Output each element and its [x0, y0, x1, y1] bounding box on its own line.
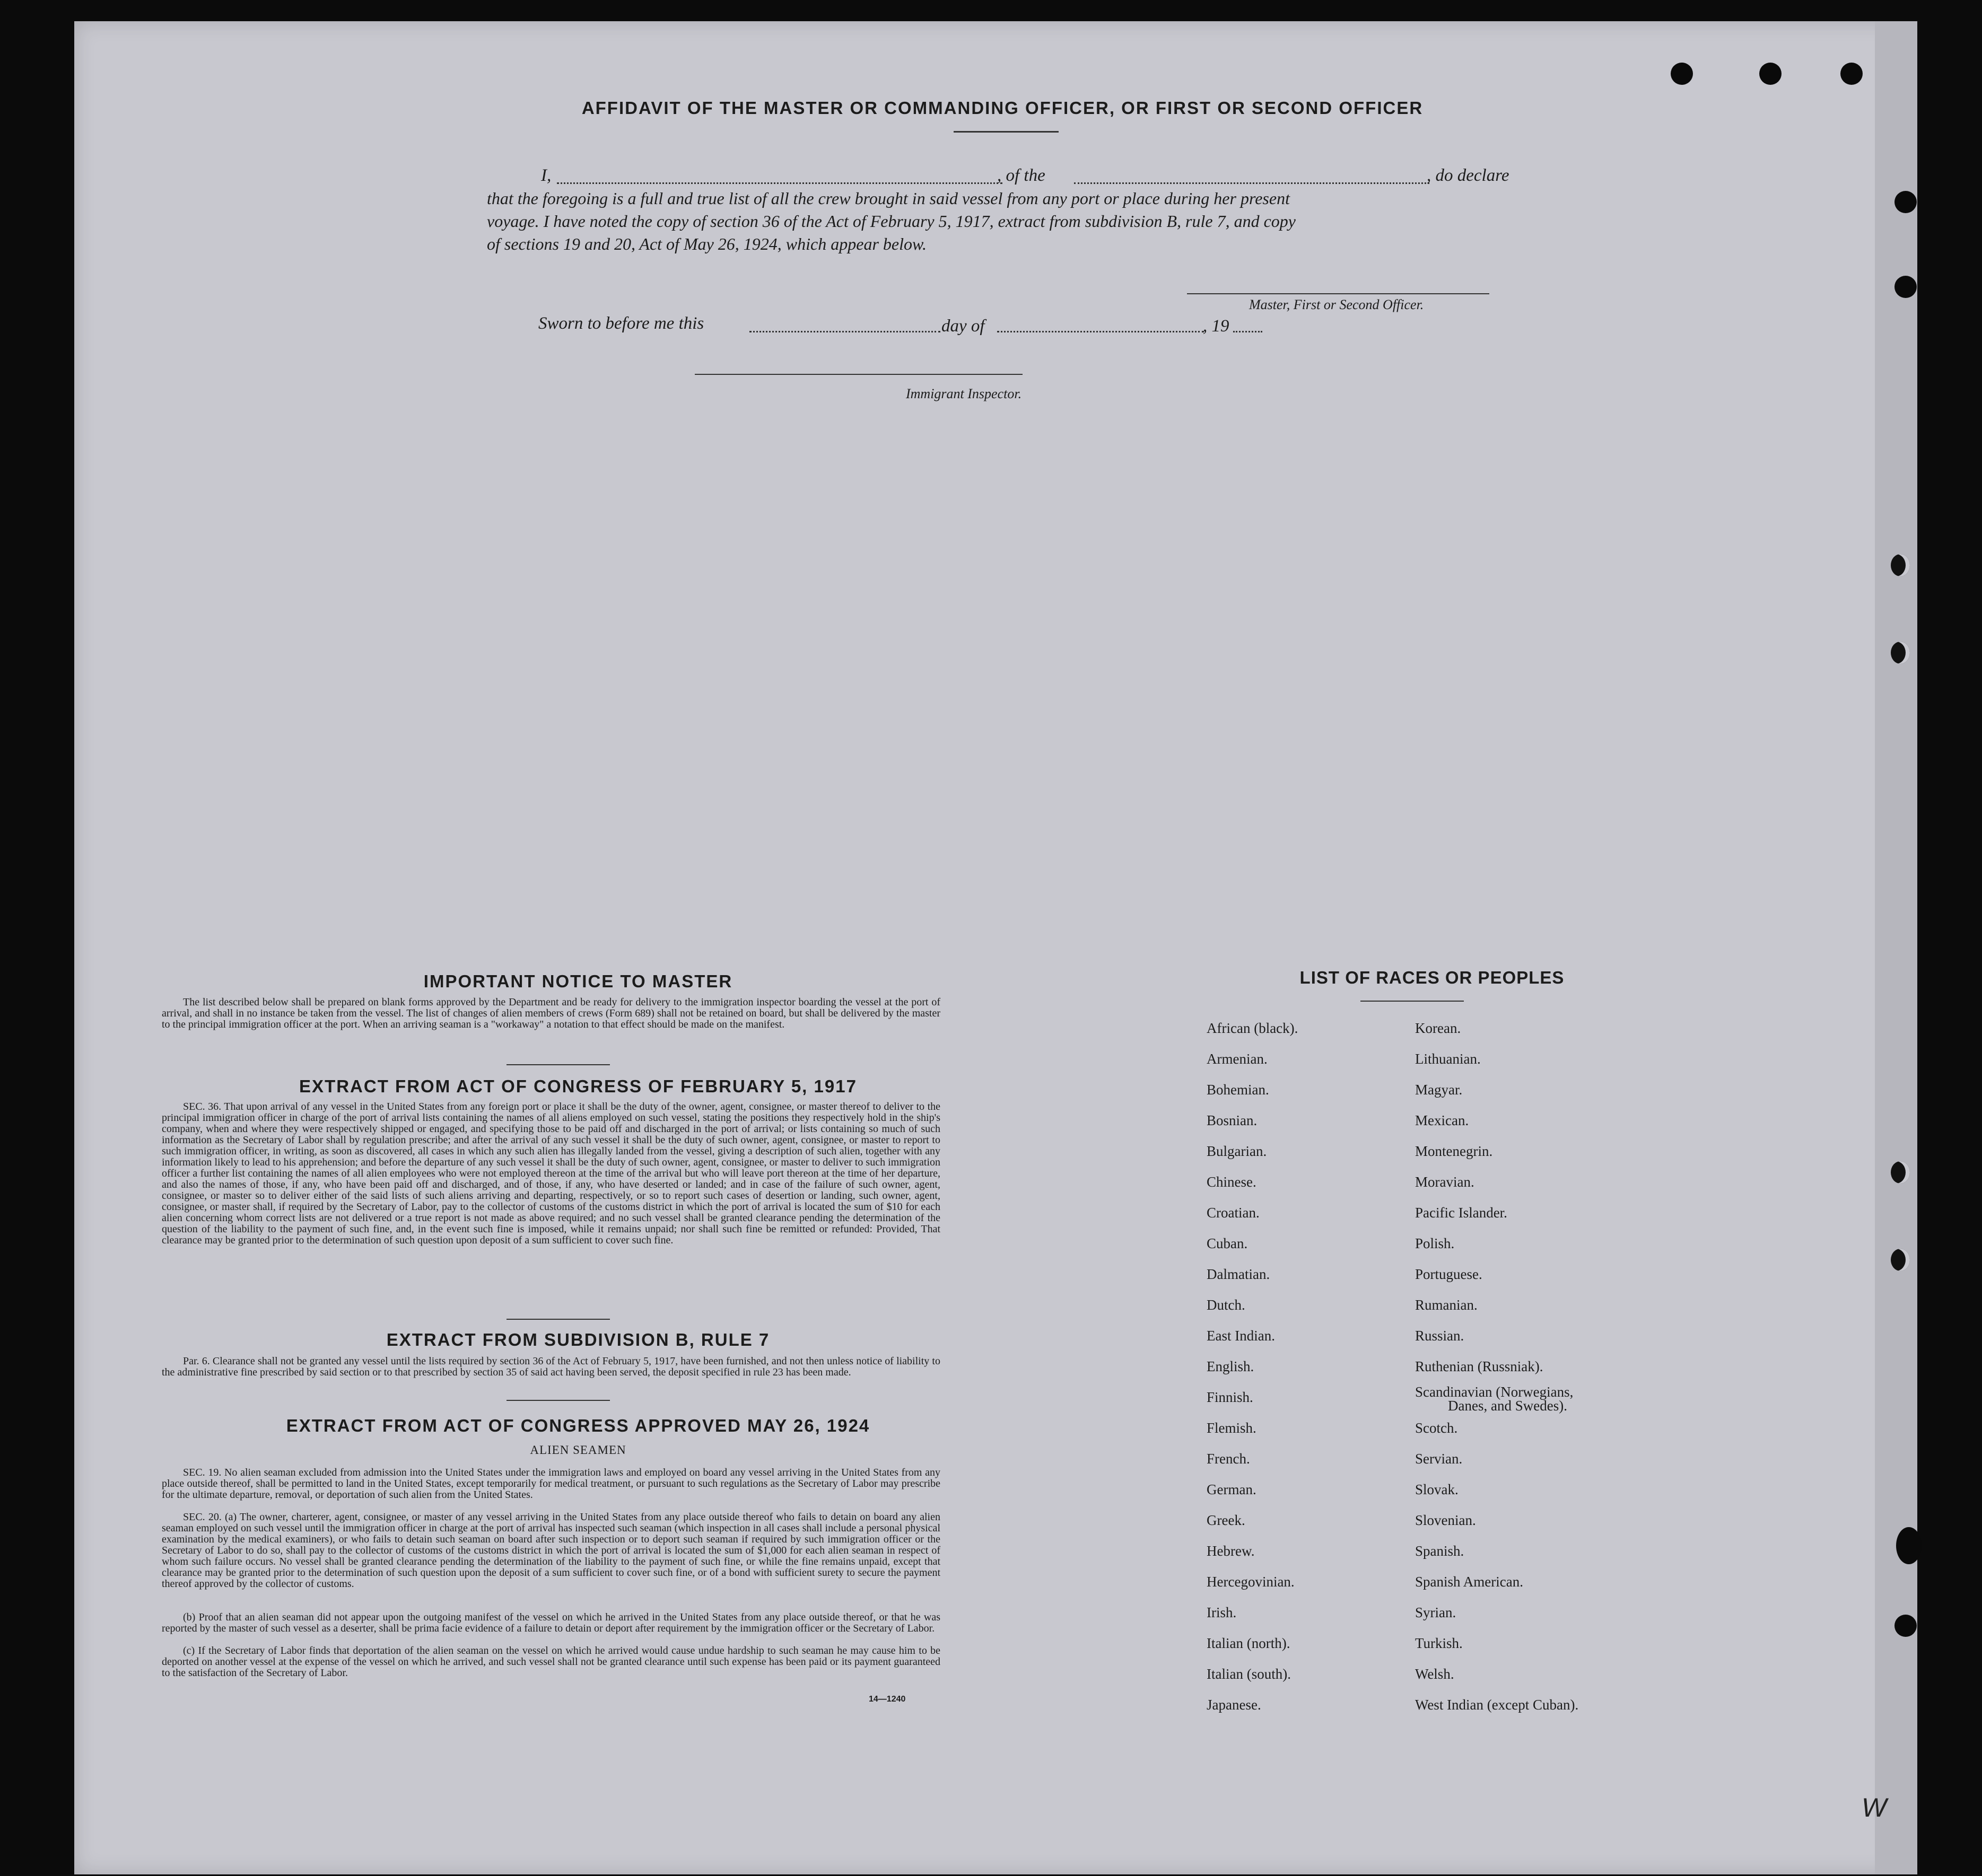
alien-seamen-subtitle: ALIEN SEAMEN [530, 1443, 626, 1457]
race-right: Turkish. [1415, 1635, 1463, 1651]
sworn-year: , 19 [1203, 317, 1229, 336]
race-right: Rumanian. [1415, 1297, 1478, 1313]
section-rule [507, 1319, 610, 1320]
punch-hole [1896, 1527, 1922, 1564]
race-right: Magyar. [1415, 1082, 1463, 1098]
race-left: Hercegovinian. [1207, 1574, 1295, 1590]
sworn-day-field[interactable] [749, 331, 940, 332]
sworn-year-field[interactable] [1233, 331, 1262, 332]
race-right: Spanish. [1415, 1543, 1464, 1559]
sec20c-text: (c) If the Secretary of Labor finds that deportation of the alien seaman on the vessel on which he arrived would cause undue hardship to such seaman he may cause him to be deported on another vessel at the expense of the vessel on which he arrived, and such vessel shall not be granted clearance until such expense has been paid or its payment guaranteed to the satisfaction of the Secretary of Labor. [162, 1645, 940, 1679]
notice-text: The list described below shall be prepared on blank forms approved by the Department and be ready for delivery to the immigration inspector boarding the vessel at the port of arrival, and shall in no instance be taken from the vessel. The list of changes of alien members of crews (Form 689) shall not be retained on board, but shall be delivered by the master to the principal immigration officer at the port. When an arriving seaman is a "workaway" a notation to that effect should be made on the manifest. [162, 996, 940, 1030]
race-left: Croatian. [1207, 1205, 1260, 1221]
races-title: LIST OF RACES OR PEOPLES [1299, 968, 1565, 987]
race-left: Finnish. [1207, 1389, 1253, 1405]
punch-hole [1759, 63, 1782, 85]
race-left: East Indian. [1207, 1328, 1275, 1344]
race-left: African (black). [1207, 1020, 1298, 1036]
sec20a-text: SEC. 20. (a) The owner, charterer, agent, consignee, or master of any vessel arriving in the United States from any place outside thereof who fails to detain on board any alien seaman employed on such vessel until the immigration officer in charge at the port of arrival has inspected such seaman (which inspection in all cases shall include a personal physical examination by the medical examiners), or who fails to detain such seaman on board after such inspection or to deport such seaman if required by such immigration officer or the Secretary of Labor to do so, shall pay to the collector of customs of the customs district in which the port of arrival is located the sum of $1,000 for each alien seaman in respect of whom such failure occurs. No vessel shall be granted clearance pending the determination of the liability to the payment of such fine, or while the fine remains unpaid, except that clearance may be granted prior to the determination of such question upon the deposit of a sum sufficient to cover such fine, or of a bond with sufficient surety to secure the payment thereof approved by the collector of customs. [162, 1511, 940, 1590]
sworn-dayof: day of [941, 317, 985, 336]
punch-hole [1891, 1161, 1910, 1184]
affidavit-line: that the foregoing is a full and true list of all the crew brought in said vessel from any port or place during her present [487, 189, 1290, 208]
punch-hole [1891, 642, 1910, 664]
race-left: Bosnian. [1207, 1112, 1258, 1128]
race-left: Chinese. [1207, 1174, 1256, 1190]
master-signature-line[interactable] [1187, 293, 1489, 294]
affidavit-line: of sections 19 and 20, Act of May 26, 1924, which appear below. [487, 234, 927, 253]
section-rule [507, 1400, 610, 1401]
punch-hole [1894, 276, 1917, 298]
title-rule [954, 131, 1059, 133]
punch-hole [1671, 63, 1693, 85]
race-right: Pacific Islander. [1415, 1205, 1507, 1221]
sworn-text: Sworn to before me this [538, 314, 704, 333]
race-right: Spanish American. [1415, 1574, 1523, 1590]
race-left: Japanese. [1207, 1697, 1261, 1713]
race-right: Lithuanian. [1415, 1051, 1481, 1067]
rule7-text: Par. 6. Clearance shall not be granted any vessel until the lists required by section 36 of the Act of February 5, 1917, have been furnished, and not then unless notice of liability to the administrative fine prescribed by said section or to that prescribed by section 35 of said act having been served, the deposit specified in rule 23 has been made. [162, 1355, 940, 1378]
race-right-cont: Danes, and Swedes). [1448, 1398, 1567, 1414]
race-left: Bohemian. [1207, 1082, 1269, 1098]
race-left: German. [1207, 1481, 1256, 1497]
notice-title: IMPORTANT NOTICE TO MASTER [423, 971, 733, 991]
race-right: Scandinavian (Norwegians, [1415, 1384, 1574, 1400]
sec20b-text: (b) Proof that an alien seaman did not appear upon the outgoing manifest of the vessel on which he arrived in the United States from any place outside thereof, or that he was reported by the master of such vessel as a deserter, shall be prima facie evidence of a failure to detain or deport after requirement by the immigration officer or the Secretary of Labor. [162, 1611, 940, 1634]
race-right: Mexican. [1415, 1112, 1469, 1128]
rule7-title: EXTRACT FROM SUBDIVISION B, RULE 7 [386, 1330, 770, 1349]
race-left: Hebrew. [1207, 1543, 1255, 1559]
race-right: Servian. [1415, 1451, 1463, 1467]
section-rule [507, 1064, 610, 1065]
race-right: Moravian. [1415, 1174, 1474, 1190]
declare-suffix: , do declare [1427, 166, 1509, 185]
sworn-month-field[interactable] [997, 331, 1204, 332]
inspector-caption: Immigrant Inspector. [906, 386, 1022, 401]
race-right: Portuguese. [1415, 1266, 1482, 1282]
race-left: Armenian. [1207, 1051, 1268, 1067]
race-left: Irish. [1207, 1605, 1237, 1620]
race-right: Syrian. [1415, 1605, 1456, 1620]
race-right: Russian. [1415, 1328, 1464, 1344]
inspector-signature-line[interactable] [695, 374, 1023, 375]
race-right: Scotch. [1415, 1420, 1458, 1436]
race-right: Ruthenian (Russniak). [1415, 1358, 1543, 1374]
race-right: Welsh. [1415, 1666, 1454, 1682]
race-left: Dutch. [1207, 1297, 1245, 1313]
race-right: Montenegrin. [1415, 1143, 1493, 1159]
race-left: English. [1207, 1358, 1254, 1374]
race-right: Korean. [1415, 1020, 1461, 1036]
affidavit-title: AFFIDAVIT OF THE MASTER OR COMMANDING OFFICER, OR FIRST OR SECOND OFFICER [581, 98, 1424, 118]
extract-1917-title: EXTRACT FROM ACT OF CONGRESS OF FEBRUARY 5, 1917 [299, 1076, 857, 1096]
punch-hole [1894, 191, 1917, 213]
race-right: Slovak. [1415, 1481, 1459, 1497]
race-left: Greek. [1207, 1512, 1245, 1528]
race-left: French. [1207, 1451, 1250, 1467]
form-number: 14—1240 [869, 1695, 906, 1704]
race-right: Polish. [1415, 1235, 1455, 1251]
race-right: Slovenian. [1415, 1512, 1476, 1528]
master-caption: Master, First or Second Officer. [1249, 297, 1424, 312]
margin-handwritten-mark: W [1862, 1793, 1887, 1822]
race-left: Flemish. [1207, 1420, 1256, 1436]
race-left: Italian (south). [1207, 1666, 1291, 1682]
race-left: Dalmatian. [1207, 1266, 1270, 1282]
page-edge [1875, 21, 1917, 1874]
extract-1924-title: EXTRACT FROM ACT OF CONGRESS APPROVED MAY 26, 1924 [286, 1416, 870, 1435]
document-sheet [74, 21, 1917, 1874]
declarant-prefix: I, [541, 166, 552, 185]
sec19-text: SEC. 19. No alien seaman excluded from admission into the United States under the immigration laws and employed on board any vessel arriving in the United States from any place outside thereof, shall be permitted to land in the United States, except temporarily for medical treatment, or pursuant to such regulations as the Secretary of Labor may prescribe for the ultimate departure, removal, or deportation of such alien from the United States. [162, 1467, 940, 1501]
affidavit-line: voyage. I have noted the copy of section 36 of the Act of February 5, 1917, extract from subdivision B, rule 7, and copy [487, 212, 1296, 231]
punch-hole [1891, 1249, 1910, 1271]
race-left: Italian (north). [1207, 1635, 1290, 1651]
punch-hole [1840, 63, 1863, 85]
punch-hole [1891, 554, 1910, 576]
race-left: Cuban. [1207, 1235, 1248, 1251]
vessel-name-field[interactable] [1074, 182, 1429, 184]
vessel-prefix: , of the [997, 166, 1045, 185]
punch-hole [1894, 1615, 1917, 1637]
race-left: Bulgarian. [1207, 1143, 1267, 1159]
race-right: West Indian (except Cuban). [1415, 1697, 1579, 1713]
races-title-rule [1360, 1001, 1464, 1002]
declarant-name-field[interactable] [557, 182, 1002, 184]
extract-1917-text: SEC. 36. That upon arrival of any vessel in the United States from any foreign port or place it shall be the duty of the owner, agent, consignee, or master thereof to deliver to the principal immigration officer in charge of the port of arrival lists containing the names of all aliens employed on such vessel, stating the positions they respectively hold in the ship's company, when and where they were respectively shipped or engaged, and specifying those to be paid off and discharged in the port of arrival; or lists containing so much of such information as the Secretary of Labor shall by regulation prescribe; and after the arrival of any such vessel it shall be the duty of such owner, agent, consignee, or master to report to such immigration officer, in writing, as soon as discovered, all cases in which any such alien has illegally landed from the vessel, giving a description of such alien, together with any information likely to lead to his apprehension; and before the departure of any such vessel it shall be the duty of such owner, agent, consignee, or master to deliver to such immigration officer a further list containing the names of all alien employees who were not employed thereon at the time of the arrival but who will leave port thereon at the time of her departure, and also the names of those, if any, who have been paid off and discharged, and of those, if any, who have deserted or landed; and in case of the failure of such owner, agent, consignee, or master so to deliver either of the said lists of such aliens arriving and departing, respectively, or so to report such cases of desertion or landing, such owner, agent, consignee, or master shall, if required by the Secretary of Labor, pay to the collector of customs of the customs district in which the port of arrival is located the sum of $10 for each alien concerning whom correct lists are not delivered or a true report is not made as above required; and no such vessel shall be granted clearance pending the determination of the question of the liability to the payment of such fine, and, in the event such fine is imposed, while it remains unpaid; nor shall such fine be remitted or refunded: Provided, That clearance may be granted prior to the determination of such question upon deposit of a sum sufficient to cover such fine. [162, 1101, 940, 1246]
